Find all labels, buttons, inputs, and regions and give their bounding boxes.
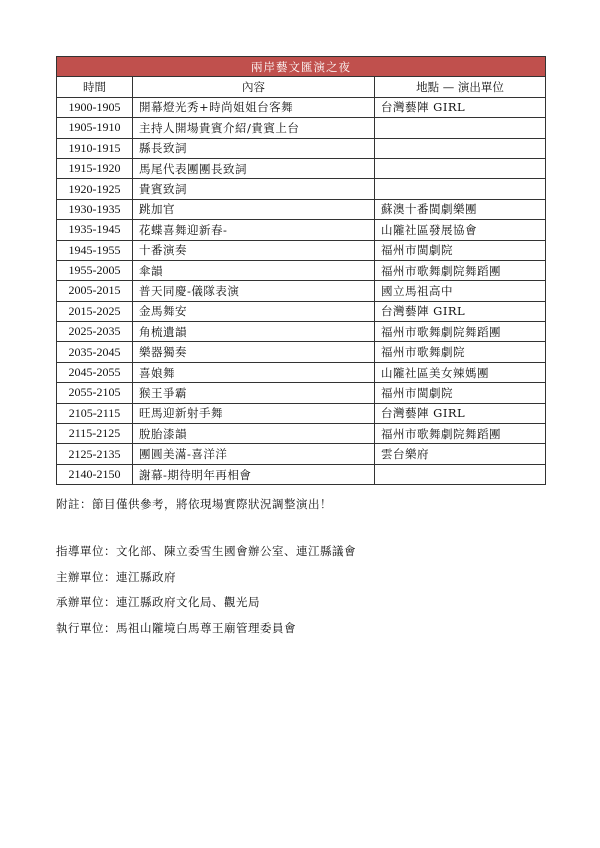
table-row bbox=[57, 301, 546, 321]
table-row bbox=[57, 97, 546, 117]
venue-cell bbox=[375, 464, 546, 484]
time-cell: 1920-1925 bbox=[57, 179, 133, 199]
table-row bbox=[57, 362, 546, 382]
program-table bbox=[56, 56, 546, 485]
time-cell: 2005-2015 bbox=[57, 281, 133, 301]
footnote: 附註：節目僅供參考，將依現場實際狀況調整演出！ bbox=[56, 497, 332, 511]
venue-cell: 福州市歌舞劇院舞蹈團 bbox=[375, 424, 546, 444]
content-cell: 喜娘舞 bbox=[133, 362, 375, 382]
time-cell: 2105-2115 bbox=[57, 403, 133, 423]
content-cell: 縣長致詞 bbox=[133, 138, 375, 158]
content-cell: 金馬舞安 bbox=[133, 301, 375, 321]
table-row bbox=[57, 403, 546, 423]
content-cell: 普天同慶-儀隊表演 bbox=[133, 281, 375, 301]
time-cell: 2125-2135 bbox=[57, 444, 133, 464]
content-cell: 十番演奏 bbox=[133, 240, 375, 260]
content-cell: 跳加官 bbox=[133, 199, 375, 219]
venue-cell: 山隴社區美女辣媽團 bbox=[375, 362, 546, 382]
venue-cell: 福州市歌舞劇院 bbox=[375, 342, 546, 362]
table-row bbox=[57, 464, 546, 484]
venue-cell bbox=[375, 158, 546, 178]
table-row bbox=[57, 138, 546, 158]
venue-cell: 蘇澳十番閩劇樂團 bbox=[375, 199, 546, 219]
time-cell: 2055-2105 bbox=[57, 383, 133, 403]
time-cell: 2035-2045 bbox=[57, 342, 133, 362]
content-cell: 角梳遺韻 bbox=[133, 322, 375, 342]
time-cell: 1930-1935 bbox=[57, 199, 133, 219]
time-cell: 1910-1915 bbox=[57, 138, 133, 158]
content-cell: 樂器獨奏 bbox=[133, 342, 375, 362]
table-row bbox=[57, 118, 546, 138]
time-cell: 2140-2150 bbox=[57, 464, 133, 484]
time-cell: 1900-1905 bbox=[57, 97, 133, 117]
header-venue: 地點 — 演出單位 bbox=[375, 77, 546, 97]
time-cell: 1945-1955 bbox=[57, 240, 133, 260]
venue-cell: 福州市歌舞劇院舞蹈團 bbox=[375, 260, 546, 280]
content-cell: 馬尾代表團團長致詞 bbox=[133, 158, 375, 178]
content-cell: 旺馬迎新射手舞 bbox=[133, 403, 375, 423]
time-cell: 1955-2005 bbox=[57, 260, 133, 280]
table-row bbox=[57, 260, 546, 280]
table-row bbox=[57, 220, 546, 240]
organizer-line-host: 主辦單位：連江縣政府 bbox=[56, 569, 176, 584]
content-cell: 開幕燈光秀+時尚姐姐台客舞 bbox=[133, 97, 375, 117]
venue-cell: 台灣藝陣 GIRL bbox=[375, 301, 546, 321]
venue-cell bbox=[375, 118, 546, 138]
time-cell: 2025-2035 bbox=[57, 322, 133, 342]
content-cell: 花蝶喜舞迎新春- bbox=[133, 220, 375, 240]
table-row bbox=[57, 199, 546, 219]
time-cell: 1935-1945 bbox=[57, 220, 133, 240]
table-title: 兩岸藝文匯演之夜 bbox=[57, 57, 546, 77]
organizer-list bbox=[56, 543, 356, 645]
time-cell: 1915-1920 bbox=[57, 158, 133, 178]
content-cell: 傘韻 bbox=[133, 260, 375, 280]
venue-cell: 台灣藝陣 GIRL bbox=[375, 403, 546, 423]
header-row bbox=[57, 77, 546, 97]
time-cell: 2045-2055 bbox=[57, 362, 133, 382]
venue-cell: 山隴社區發展協會 bbox=[375, 220, 546, 240]
table-row bbox=[57, 281, 546, 301]
organizer-line-executor: 執行單位：馬祖山隴境白馬尊王廟管理委員會 bbox=[56, 620, 296, 635]
time-cell: 2015-2025 bbox=[57, 301, 133, 321]
content-cell: 團圓美滿-喜洋洋 bbox=[133, 444, 375, 464]
time-cell: 2115-2125 bbox=[57, 424, 133, 444]
venue-cell: 雲台樂府 bbox=[375, 444, 546, 464]
table-row bbox=[57, 383, 546, 403]
content-cell: 貴賓致詞 bbox=[133, 179, 375, 199]
time-cell: 1905-1910 bbox=[57, 118, 133, 138]
header-time: 時間 bbox=[57, 77, 133, 97]
table-row bbox=[57, 424, 546, 444]
table-row bbox=[57, 322, 546, 342]
venue-cell: 福州市歌舞劇院舞蹈團 bbox=[375, 322, 546, 342]
venue-cell: 福州市閩劇院 bbox=[375, 240, 546, 260]
venue-cell: 福州市閩劇院 bbox=[375, 383, 546, 403]
content-cell: 猴王爭霸 bbox=[133, 383, 375, 403]
header-content: 內容 bbox=[133, 77, 375, 97]
venue-cell: 台灣藝陣 GIRL bbox=[375, 97, 546, 117]
table-row bbox=[57, 158, 546, 178]
table-row bbox=[57, 444, 546, 464]
program-rows bbox=[57, 97, 546, 484]
content-cell: 脫胎漆韻 bbox=[133, 424, 375, 444]
venue-cell: 國立馬祖高中 bbox=[375, 281, 546, 301]
venue-cell bbox=[375, 179, 546, 199]
title-row bbox=[57, 57, 546, 77]
content-cell: 謝幕-期待明年再相會 bbox=[133, 464, 375, 484]
organizer-line-guide: 指導單位：文化部、陳立委雪生國會辦公室、連江縣議會 bbox=[56, 544, 356, 558]
table-row bbox=[57, 179, 546, 199]
table-row bbox=[57, 240, 546, 260]
content-cell: 主持人開場貴賓介紹/貴賓上台 bbox=[133, 118, 375, 138]
table-row bbox=[57, 342, 546, 362]
organizer-line-organizer: 承辦單位：連江縣政府文化局、觀光局 bbox=[56, 595, 260, 609]
venue-cell bbox=[375, 138, 546, 158]
